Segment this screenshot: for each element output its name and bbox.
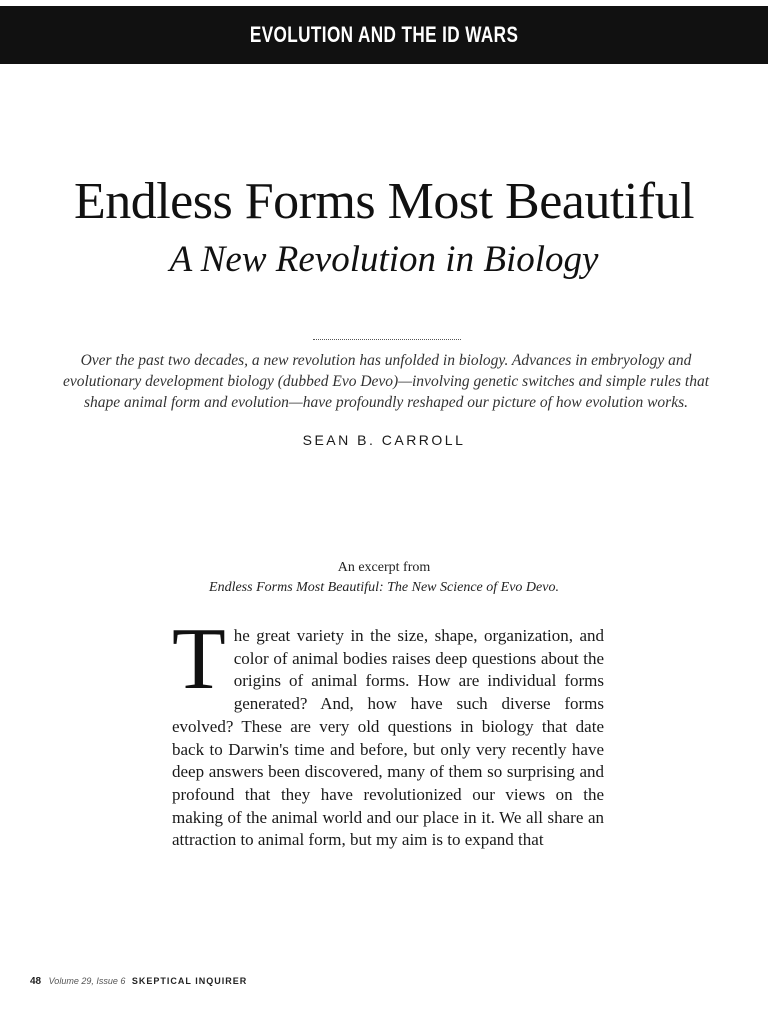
divider-rule [313, 339, 461, 340]
article-body [172, 611, 604, 852]
body-paragraph: he great variety in the size, shape, organization, and color of animal bodies raises deep questions about the origins of animal forms. How are individual forms generated? And, how have such diverse forms evolved? These are very old questions in biology that date back to Darwin's time and before, but only very recently have deep answers been discovered, many of them so surprising and profound that they have revolutionized our views on the making of the animal world and our place in it. We all share an attraction to animal form, but my aim is to expand that [172, 626, 604, 850]
drop-cap: T [172, 611, 226, 708]
section-label: EVOLUTION AND THE ID WARS [249, 22, 519, 47]
author-byline: SEAN B. CARROLL [302, 432, 466, 448]
article-deck: Over the past two decades, a new revolution has unfolded in biology. Advances in embryology and evolutionary development biology (dubbed Evo Devo)—involving genetic switches and simple rules that shape animal form and evolution—have profoundly reshaped our picture of how evolution works. [62, 352, 710, 411]
issue-info: Volume 29, Issue 6 [48, 976, 126, 986]
magazine-name: SKEPTICAL INQUIRER [131, 976, 248, 986]
excerpt-source: Endless Forms Most Beautiful: The New Science of Evo Devo. [209, 580, 559, 595]
page-footer [30, 976, 247, 987]
article-subtitle: A New Revolution in Biology [169, 239, 599, 280]
article-title: Endless Forms Most Beautiful [73, 173, 695, 230]
section-header-band [0, 6, 768, 64]
page-number: 48 [30, 976, 42, 987]
excerpt-intro: An excerpt from [337, 560, 431, 575]
